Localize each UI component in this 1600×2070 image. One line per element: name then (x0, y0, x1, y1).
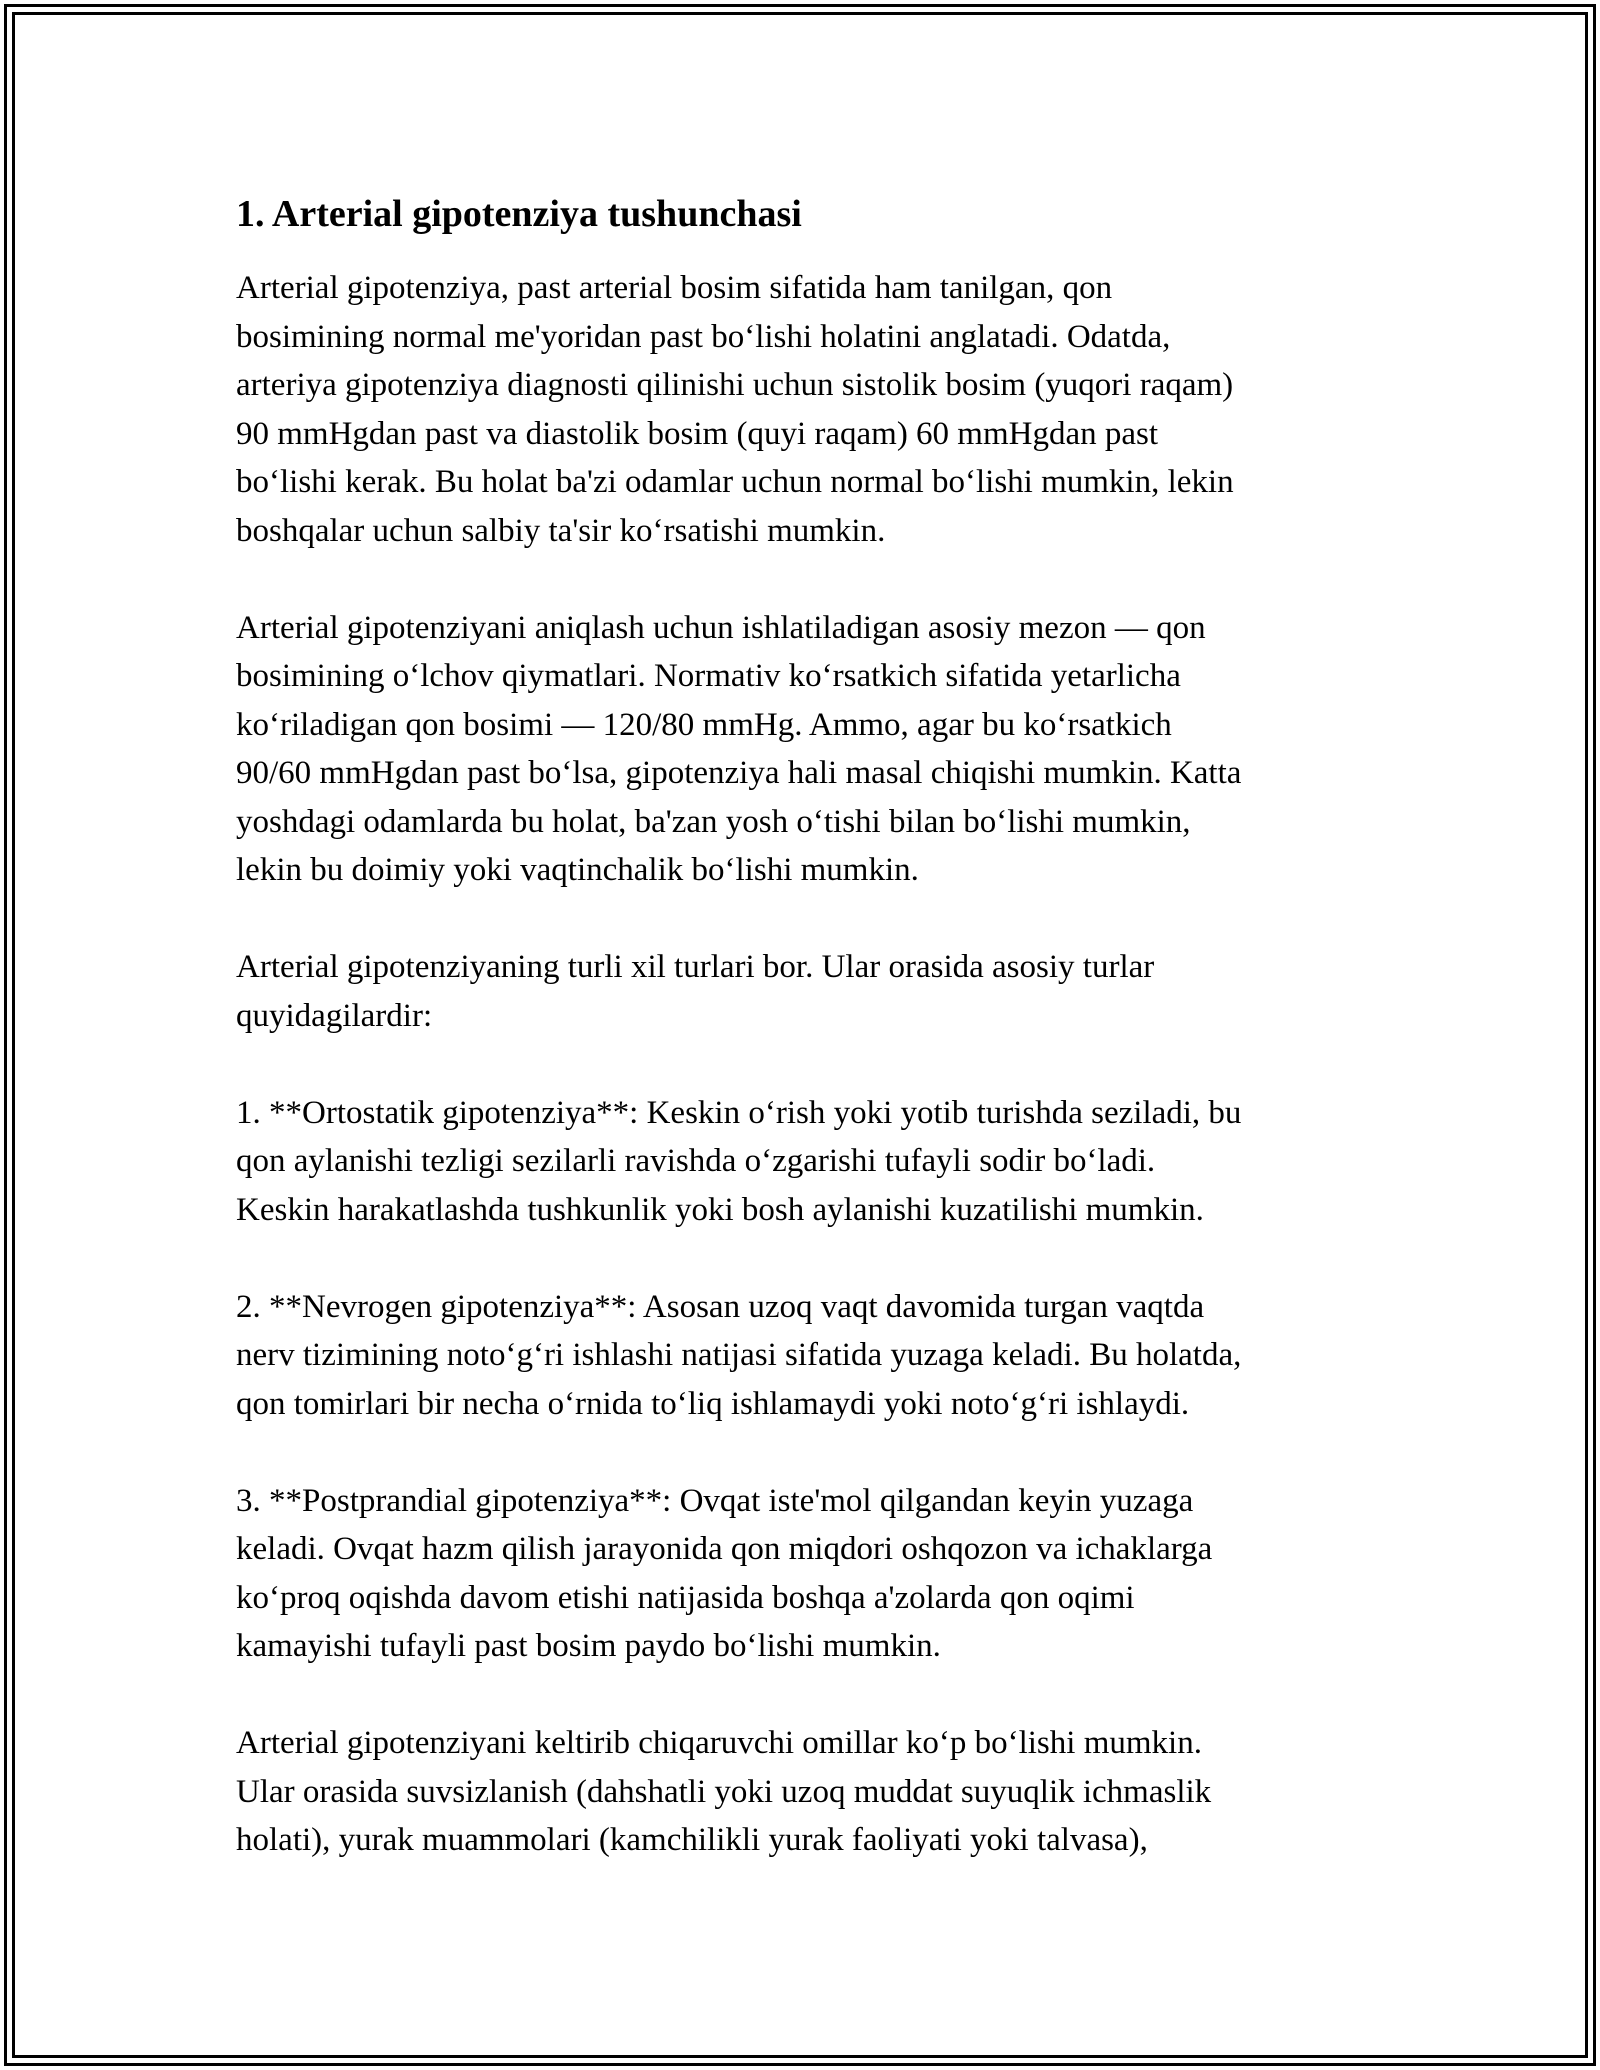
paragraph-line: Keskin harakatlashda tushkunlik yoki bosh aylanishi kuzatilishi mumkin. (236, 1191, 1204, 1228)
paragraph-line: qon tomirlari bir necha o‘rnida to‘liq ishlamaydi yoki noto‘g‘ri ishlaydi. (236, 1385, 1190, 1422)
paragraph (236, 1477, 1360, 1671)
paragraph-line: nerv tizimining noto‘g‘ri ishlashi natijasi sifatida yuzaga keladi. Bu holatda, (236, 1337, 1242, 1373)
paragraph-line: qon aylanishi tezligi sezilarli ravishda o‘zgarishi tufayli sodir bo‘ladi. (236, 1143, 1156, 1179)
paragraph-line: 3. **Postprandial gipotenziya**: Ovqat iste'mol qilgandan keyin yuzaga (236, 1482, 1194, 1519)
paragraph-line: bo‘lishi kerak. Bu holat ba'zi odamlar uchun normal bo‘lishi mumkin, lekin (236, 464, 1234, 500)
paragraph-line: boshqalar uchun salbiy ta'sir ko‘rsatishi mumkin. (236, 512, 886, 549)
paragraph-line: 2. **Nevrogen gipotenziya**: Asosan uzoq vaqt davomida turgan vaqtda (236, 1288, 1205, 1325)
paragraph-line: Arterial gipotenziyani keltirib chiqaruvchi omillar ko‘p bo‘lishi mumkin. (236, 1725, 1202, 1761)
paragraph (236, 604, 1360, 895)
paragraph (236, 1719, 1360, 1865)
paragraph (236, 1089, 1360, 1235)
paragraph-line: 1. **Ortostatik gipotenziya**: Keskin o‘rish yoki yotib turishda seziladi, bu (236, 1094, 1242, 1131)
paragraph-line: Arterial gipotenziya, past arterial bosim sifatida ham tanilgan, qon (236, 270, 1113, 306)
paragraph-line: quyidagilardir: (236, 997, 433, 1034)
paragraph-line: ko‘riladigan qon bosimi — 120/80 mmHg. Ammo, agar bu ko‘rsatkich (236, 706, 1172, 743)
paragraph-line: keladi. Ovqat hazm qilish jarayonida qon miqdori oshqozon va ichaklarga (236, 1531, 1213, 1567)
paragraph-line: arteriya gipotenziya diagnosti qilinishi uchun sistolik bosim (yuqori raqam) (236, 367, 1234, 403)
paragraph-list (236, 264, 1360, 1865)
paragraph-line: bosimining normal me'yoridan past bo‘lishi holatini anglatadi. Odatda, (236, 318, 1171, 355)
paragraph-line: ko‘proq oqishda davom etishi natijasida boshqa a'zolarda qon oqimi (236, 1579, 1135, 1616)
paragraph (236, 1283, 1360, 1429)
paragraph-line: holati), yurak muammolari (kamchilikli yurak faoliyati yoki talvasa), (236, 1822, 1148, 1858)
paragraph-line: 90/60 mmHgdan past bo‘lsa, gipotenziya hali masal chiqishi mumkin. Katta (236, 755, 1242, 791)
paragraph-line: yoshdagi odamlarda bu holat, ba'zan yosh o‘tishi bilan bo‘lishi mumkin, (236, 803, 1191, 840)
paragraph-line: kamayishi tufayli past bosim paydo bo‘lishi mumkin. (236, 1628, 941, 1664)
document-body (236, 186, 1360, 1913)
paragraph-line: lekin bu doimiy yoki vaqtinchalik bo‘lishi mumkin. (236, 852, 919, 888)
section-heading: 1. Arterial gipotenziya tushunchasi (236, 193, 802, 235)
paragraph-line: 90 mmHgdan past va diastolik bosim (quyi raqam) 60 mmHgdan past (236, 415, 1159, 452)
paragraph-line: Arterial gipotenziyani aniqlash uchun ishlatiladigan asosiy mezon — qon (236, 609, 1206, 646)
paragraph (236, 264, 1360, 555)
paragraph-line: bosimining o‘lchov qiymatlari. Normativ ko‘rsatkich sifatida yetarlicha (236, 658, 1181, 694)
paragraph-line: Ular orasida suvsizlanish (dahshatli yoki uzoq muddat suyuqlik ichmaslik (236, 1773, 1212, 1810)
paragraph-line: Arterial gipotenziyaning turli xil turlari bor. Ular orasida asosiy turlar (236, 949, 1155, 985)
paragraph (236, 943, 1360, 1040)
